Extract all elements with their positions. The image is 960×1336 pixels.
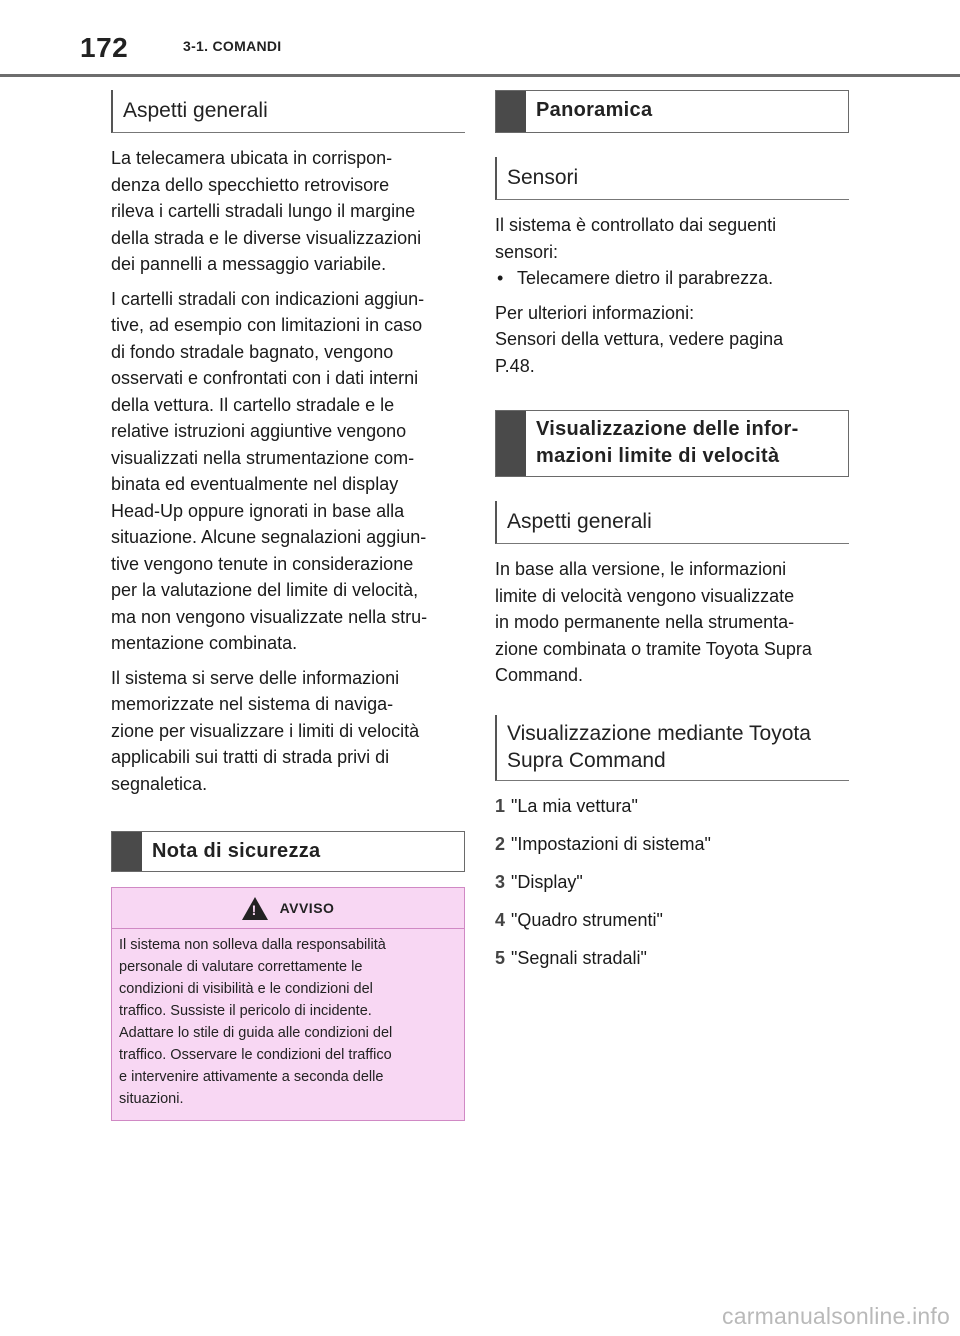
warning-body	[112, 929, 464, 1120]
step-label: "Segnali stradali"	[511, 947, 647, 968]
header-rule	[0, 74, 960, 77]
text-line: mentazione combinata.	[111, 633, 298, 653]
heading-bar	[496, 411, 526, 476]
step-label: "Display"	[511, 871, 583, 892]
panoramica-heading-text: Panoramica	[536, 99, 653, 121]
step-item	[495, 831, 849, 857]
text-line: segnaletica.	[111, 773, 208, 794]
heading-bar	[496, 91, 526, 132]
steps-list	[495, 793, 849, 971]
text-line: In base alla versione, le informazioni	[495, 559, 787, 579]
aspetti-generali-heading-2-text: Aspetti generali	[507, 510, 652, 533]
text-line: Sensori della vettura, vedere pagina	[495, 329, 784, 349]
step-number: 5	[495, 947, 506, 968]
heading-bar	[112, 832, 142, 871]
text-line: osservati e confrontati con i dati interni	[111, 368, 419, 388]
text-line: situazione. Alcune segnalazioni aggiun-	[111, 527, 427, 547]
section-title: 3-1. COMANDI	[183, 38, 282, 54]
sensori-heading-text: Sensori	[507, 166, 579, 189]
heading-line: Supra Command	[507, 749, 666, 772]
paragraph-telecamera	[111, 145, 465, 278]
text-line: La telecamera ubicata in corrispon-	[111, 148, 393, 168]
text-line: Il sistema è controllato dai seguenti	[495, 215, 777, 235]
nota-sicurezza-heading-text: Nota di sicurezza	[152, 840, 321, 862]
step-item	[495, 793, 849, 819]
step-item	[495, 869, 849, 895]
text-line: ma non vengono visualizzate nella stru-	[111, 606, 428, 627]
warning-title-bar	[112, 888, 464, 929]
step-label: "Impostazioni di sistema"	[511, 833, 711, 854]
text-line: applicabili sui tratti di strada privi di	[111, 747, 390, 767]
visualizzazione-heading-text	[526, 411, 809, 476]
step-item	[495, 945, 849, 971]
text-line: Per ulteriori informazioni:	[495, 302, 695, 323]
watermark	[0, 1296, 960, 1336]
text-line: zione per visualizzare i limiti di velocità	[111, 720, 420, 741]
left-column	[111, 90, 465, 1121]
right-column	[495, 90, 849, 971]
text-line: tive, ad esempio con limitazioni in caso	[111, 315, 423, 335]
aspetti-generali-heading-2	[495, 501, 849, 544]
step-number: 3	[495, 871, 506, 892]
step-number: 4	[495, 909, 506, 930]
heading-line: Visualizzazione mediante Toyota	[507, 722, 811, 745]
warning-line: situazioni.	[119, 1091, 184, 1107]
warning-line: e intervenire attivamente a seconda delle	[119, 1069, 384, 1085]
panoramica-heading	[495, 90, 849, 133]
bullet-item	[495, 265, 849, 292]
text-line: memorizzate nel sistema di naviga-	[111, 694, 394, 714]
bullet-icon: •	[497, 268, 504, 288]
page-header	[0, 0, 960, 78]
warning-line: traffico. Sussiste il pericolo di incidente.	[119, 1003, 372, 1019]
warning-line: condizioni di visibilità e le condizioni del	[119, 981, 373, 997]
warning-box	[111, 887, 465, 1121]
paragraph-cartelli	[111, 286, 465, 657]
text-line: Head-Up oppure ignorati in base alla	[111, 500, 405, 521]
warning-title: AVVISO	[279, 900, 335, 916]
nota-sicurezza-heading	[111, 831, 465, 872]
aspetti-generali-heading-text: Aspetti generali	[123, 99, 268, 122]
step-item	[495, 907, 849, 933]
step-label: "La mia vettura"	[511, 795, 638, 816]
text-line: visualizzati nella strumentazione com-	[111, 447, 415, 468]
warning-line: Adattare lo stile di guida alle condizioni del	[119, 1025, 393, 1041]
text-line: limite di velocità vengono visualizzate	[495, 585, 795, 606]
heading-line: mazioni limite di velocità	[536, 445, 780, 467]
text-line: rileva i cartelli stradali lungo il margine	[111, 201, 416, 221]
paragraph-versione	[495, 556, 849, 689]
supra-command-heading	[495, 715, 849, 781]
text-line: P.48.	[495, 355, 535, 376]
text-line: in modo permanente nella strumenta-	[495, 612, 795, 632]
step-number: 2	[495, 833, 506, 854]
text-line: dei pannelli a messaggio variabile.	[111, 254, 387, 274]
text-line: della strada e le diverse visualizzazioni	[111, 227, 422, 248]
text-line: zione combinata o tramite Toyota Supra	[495, 638, 812, 659]
warning-triangle-icon	[242, 897, 268, 920]
text-line: sensori:	[495, 241, 559, 262]
text-line: per la valutazione del limite di velocità,	[111, 580, 419, 600]
warning-line: Il sistema non solleva dalla responsabilità	[119, 937, 386, 953]
text-line: della vettura. Il cartello stradale e le	[111, 394, 395, 415]
warning-line: personale di valutare correttamente le	[119, 959, 363, 975]
text-line: binata ed eventualmente nel display	[111, 474, 399, 494]
heading-line: Visualizzazione delle infor-	[536, 418, 799, 440]
visualizzazione-heading	[495, 410, 849, 477]
text-line: Command.	[495, 665, 584, 685]
bullet-text: Telecamere dietro il parabrezza.	[517, 268, 774, 288]
text-line: Il sistema si serve delle informazioni	[111, 667, 400, 688]
sensori-heading	[495, 157, 849, 200]
paragraph-sensori	[495, 212, 849, 292]
paragraph-navigazione	[111, 665, 465, 798]
page-number: 172	[80, 32, 129, 63]
watermark-text: carmanualsonline.info	[722, 1303, 950, 1329]
step-number: 1	[495, 795, 506, 816]
text-line: tive vengono tenute in considerazione	[111, 553, 414, 574]
text-line: I cartelli stradali con indicazioni aggiun-	[111, 288, 425, 309]
step-label: "Quadro strumenti"	[511, 909, 663, 930]
text-line: relative istruzioni aggiuntive vengono	[111, 421, 407, 441]
warning-line: traffico. Osservare le condizioni del traffico	[119, 1047, 392, 1063]
paragraph-ulteriori	[495, 300, 849, 380]
text-line: denza dello specchietto retrovisore	[111, 174, 390, 195]
aspetti-generali-heading	[111, 90, 465, 133]
text-line: di fondo stradale bagnato, vengono	[111, 341, 394, 362]
